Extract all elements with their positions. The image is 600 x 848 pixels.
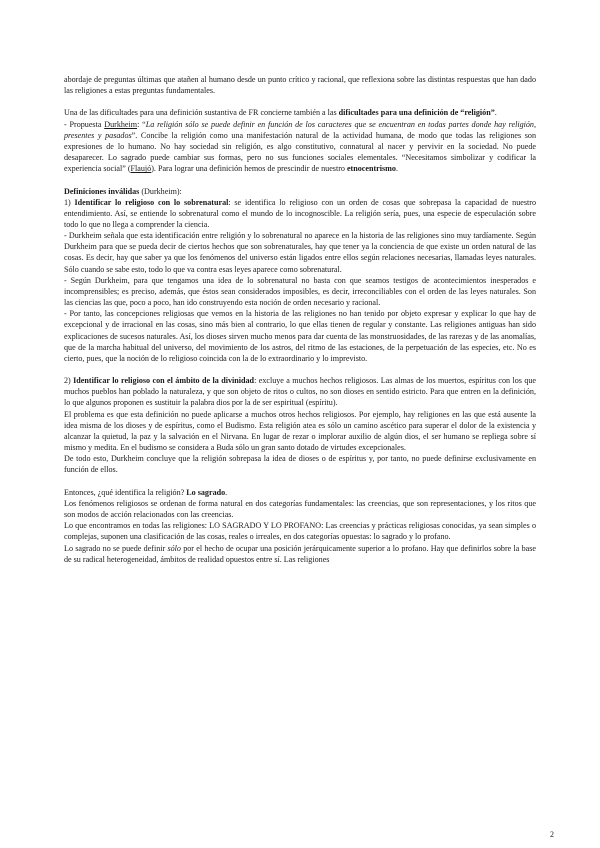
text: : se identifica lo religioso con un orden de cosas que sobrepasa la capacidad de nuestro entendimiento. Así, se entiende lo sobrenatural como el mundo de lo incognoscible. La religión sería, pues, una especie de especulación sobre todo lo que no llega a comprender la ciencia. [64,197,536,229]
spacer [64,476,536,487]
text: Una de las dificultades para una definición sustantiva de FR concierne también a las [64,108,339,118]
paragraph-difficulties [64,107,536,118]
point-1-bullet-b: - Según Durkheim, para que tengamos una idea de lo sobrenatural no basta con que seamos testigos de acontecimientos inesperados e incomprensibles; es preciso, además, que éstos sean considerados imposibles, es decir, irreconciliables con el orden de las leyes naturales. Son las ciencias las que, poco a poco, han ido construyendo esta noción de orden necesario y racional. [64,275,536,308]
text: ). Para lograr una definición hemos de prescindir de nuestro [151,164,347,174]
point-2-problem: El problema es que esta definición no puede aplicarse a muchos otros hechos religiosos. Por ejemplo, hay religiones en las que está ausente la idea misma de los dioses y de espíritus, como el Budismo. Esta religión atea es sólo un camino ascético para superar el dolor de la existencia y alcanzar la quietud, la paz y la salvación en el Nirvana. En lugar de rezar o implorar auxilio de algún dios, el ser humano se repliega sobre sí mismo y medita. En el budismo se considera a Buda sólo un gran santo dotado de virtudes excepcionales. [64,409,536,453]
text: por el hecho de ocupar una posición jerárquicamente superior a lo profano. Hay que definirlos sobre la base de su radical heterogeneidad, ámbitos de realidad opuestos entre sí. Las religiones [64,543,536,564]
spacer [64,364,536,375]
page-number: 2 [550,830,554,839]
paragraph-durkheim-proposal [64,119,536,175]
heading-bold: Definiciones inválidas [64,186,140,196]
point-number: 2) [64,376,74,386]
text: . [225,487,228,497]
section-heading [64,186,536,197]
paragraph-categories: Los fenómenos religiosos se ordenan de forma natural en dos categorías fundamentales: las creencias, que son representaciones, y los ritos que son modos de acción relacionados con las creencias. [64,498,536,520]
text: . [395,164,398,174]
quote: La religión sólo se puede definir en función de los caracteres que se encuentran en todas partes donde hay religión, presentes y pasados [64,119,536,140]
bold-phrase: dificultades para una definición de “religión” [338,108,495,118]
text: . [494,108,497,118]
spacer [64,174,536,185]
emphasis: sólo [167,543,181,553]
text: Entonces, ¿qué identifica la religión? [64,487,187,497]
spacer [64,96,536,107]
point-1-bullet-a: - Durkheim señala que esta identificación entre religión y lo sobrenatural no aparece en la historia de las religiones sino muy tardíamente. Según Durkheim para que se pueda decir de ciertos hechos que son sobrenaturales, hay que tener ya la conciencia de que existe un orden natural de las cosas. Es decir, hay que saber ya que los fenómenos del universo están ligados entre ellos según relaciones necesarias, llamadas leyes naturales. Sólo cuando se sabe esto, todo lo que va contra esas leyes aparece como sobrenatural. [64,231,536,274]
page-body [64,74,536,565]
reference-name: Flaujó [130,164,152,174]
point-2 [64,375,536,408]
point-1 [64,197,536,230]
paragraph-heterogeneity [64,543,536,565]
text: ”. Concibe la religión como una manifestación natural de la actividad humana, de modo que todas las religiones son expresiones de lo humano. No hay sociedad sin religión, es algo constitutivo, connatural al nacer y pervivir en la sociedad. No puede desaparecer. Lo sagrado puede cambiar sus formas, pero no sus funciones sociales elementales. “Necesitamos simbolizar y codificar la experiencia social” ( [64,130,536,174]
paragraph-intro: abordaje de preguntas últimas que atañen al humano desde un punto crítico y racional, que reflexiona sobre las distintas respuestas que han dado las religiones a estas preguntas fundamentales. [64,75,536,96]
paragraph-sacred-profane: Lo que encontramos en todas las religiones: LO SAGRADO Y LO PROFANO: Las creencias y prácticas religiosas conocidas, ya sean simples o complejas, suponen una clasificación de las cosas, reales o irreales, en dos categorías opuestas: lo sagrado y lo profano. [64,521,536,542]
point-1-bullet-c: - Por tanto, las concepciones religiosas que vemos en la historia de las religiones no han tenido por objeto expresar y explicar lo que hay de excepcional y de irracional en las cosas, sino más bien al contrario, lo que ellas tienen de regular y constante. Las religiones antiguas han sido explicaciones de sucesos naturales. Así, los dioses sirven mucho menos para dar cuenta de las monstruosidades, de las rarezas y de las anomalías, que de la marcha habitual del universo, del movimiento de los astros, del ritmo de las estaciones, de la perpetuación de las especies, etc. No es cierto, pues, que la noción de lo religioso coincida con la de lo extraordinario y lo imprevisto. [64,309,536,363]
bold-term: Lo sagrado [186,487,226,497]
text: - Propuesta [64,119,105,129]
text: : excluye a muchos hechos religiosos. Las almas de los muertos, espíritus con los que muchos pueblos han poblado la naturaleza, y que son objeto de ritos o cultos, no son dioses en sentido estricto. Para que entren en la definición, lo que algunos proponen es sustituir la palabra dios por la de ser espiritual (espíritu). [64,376,537,408]
point-title: Identificar lo religioso con lo sobrenatural [74,197,229,207]
question-sacred [64,487,536,498]
author-name: Durkheim [104,119,138,129]
point-2-conclusion: De todo esto, Durkheim concluye que la religión sobrepasa la idea de dioses o de espíritus y, por tanto, no puede definirse exclusivamente en función de ellos. [64,454,536,475]
text: (Durkheim): [139,186,182,196]
text: : “ [137,119,146,129]
text: Lo sagrado no se puede definir [64,543,168,553]
bold-term: etnocentrismo [346,164,396,174]
point-number: 1) [64,197,75,207]
point-title: Identificar lo religioso con el ámbito de la divinidad [73,376,255,386]
